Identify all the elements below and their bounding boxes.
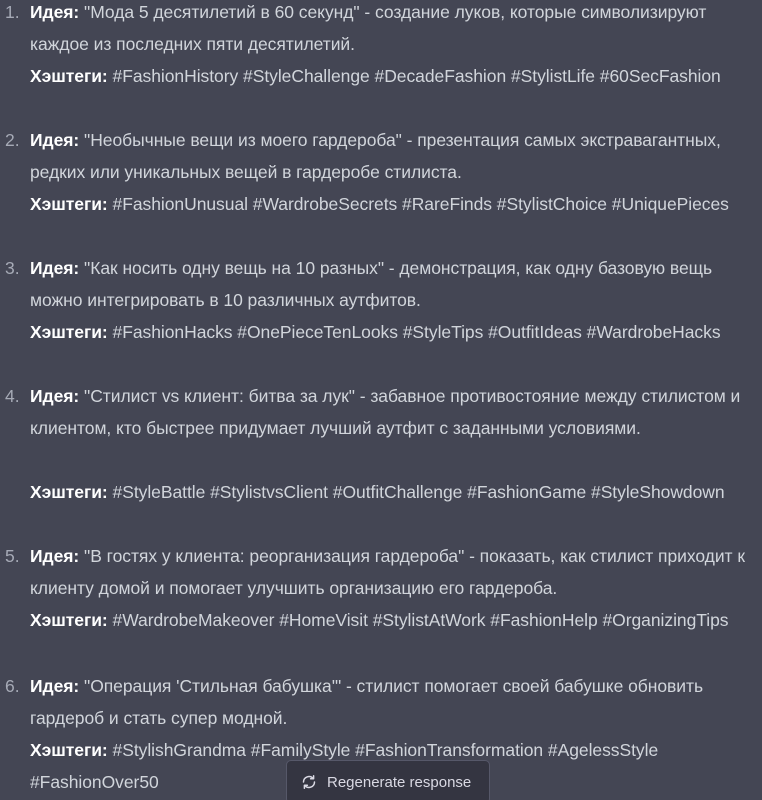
item-number: 6. [5,676,20,696]
hashtags-text: #StylishGrandma #FamilyStyle #FashionTransformation #AgelessStyle #FashionOver50 [30,740,659,792]
hashtags-paragraph [30,604,756,636]
hashtags-label: Хэштеги: [30,740,108,760]
item-number: 4. [5,386,20,406]
item-number: 1. [5,2,20,22]
idea-paragraph [30,380,756,444]
idea-paragraph [30,670,756,734]
hashtags-paragraph [30,476,756,508]
idea-label: Идея: [30,546,80,566]
regenerate-label: Regenerate response [327,773,472,791]
refresh-icon [301,774,317,790]
hashtags-paragraph [30,60,756,92]
idea-label: Идея: [30,130,80,150]
hashtags-label: Хэштеги: [30,482,108,502]
hashtags-text: #WardrobeMakeover #HomeVisit #StylistAtWork #FashionHelp #OrganizingTips [107,610,729,630]
idea-text: "Мода 5 десятилетий в 60 секунд" - создание луков, которые символизируют каждое из последних пяти десятилетий. [30,2,707,54]
idea-text: "Необычные вещи из моего гардероба" - презентация самых экстравагантных, редких или уникальных вещей в гардеробе стилиста. [30,130,721,182]
idea-paragraph [30,540,756,604]
idea-text: "Операция 'Стильная бабушка'" - стилист помогает своей бабушке обновить гардероб и стать супер модной. [30,676,704,728]
hashtags-text: #StyleBattle #StylistvsClient #OutfitChallenge #FashionGame #StyleShowdown [107,482,725,502]
idea-paragraph [30,124,756,188]
hashtags-paragraph [30,316,756,348]
item-number: 3. [5,258,20,278]
idea-text: "В гостях у клиента: реорганизация гардероба" - показать, как стилист приходит к клиенту домой и помогает улучшить организацию его гардероба. [30,546,745,598]
hashtags-text: #FashionUnusual #WardrobeSecrets #RareFinds #StylistChoice #UniquePieces [107,194,729,214]
idea-label: Идея: [30,386,80,406]
item-number: 2. [5,130,20,150]
hashtags-label: Хэштеги: [30,610,108,630]
hashtags-label: Хэштеги: [30,194,108,214]
idea-paragraph [30,252,756,316]
idea-text: "Как носить одну вещь на 10 разных" - демонстрация, как одну базовую вещь можно интегрировать в 10 различных аутфитов. [30,258,713,310]
idea-paragraph [30,0,756,60]
idea-text: "Стилист vs клиент: битва за лук" - забавное противостояние между стилистом и клиентом, кто быстрее придумает лучший аутфит с заданными условиями. [30,386,741,438]
hashtags-text: #FashionHistory #StyleChallenge #DecadeFashion #StylistLife #60SecFashion [107,66,721,86]
hashtags-text: #FashionHacks #OnePieceTenLooks #StyleTips #OutfitIdeas #WardrobeHacks [107,322,721,342]
item-number: 5. [5,546,20,566]
hashtags-label: Хэштеги: [30,322,108,342]
idea-label: Идея: [30,676,80,696]
regenerate-response-button[interactable] [286,760,490,800]
hashtags-paragraph [30,188,756,220]
idea-label: Идея: [30,2,80,22]
hashtags-label: Хэштеги: [30,66,108,86]
idea-label: Идея: [30,258,80,278]
